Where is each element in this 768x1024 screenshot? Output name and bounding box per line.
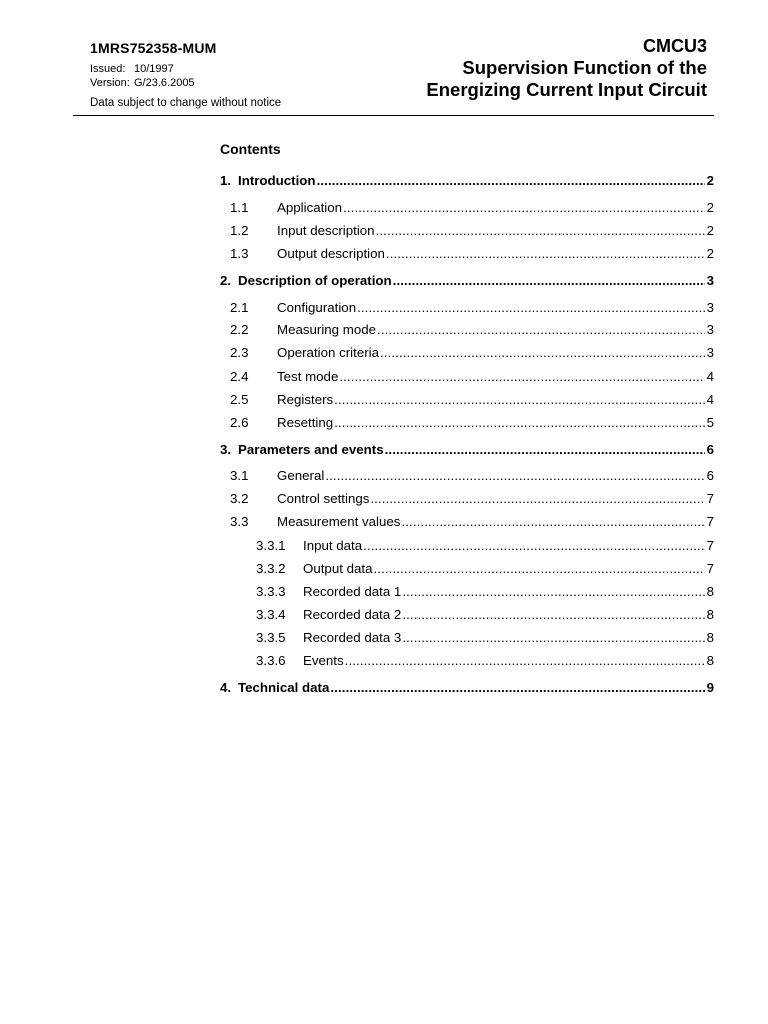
toc-page: 7 bbox=[706, 538, 714, 553]
toc-leader bbox=[376, 223, 705, 239]
toc-number: 2.3 bbox=[230, 345, 249, 360]
issued-line bbox=[90, 63, 174, 75]
toc-title: Recorded data 3 bbox=[303, 630, 402, 645]
toc-number: 3. bbox=[220, 442, 232, 457]
toc-number: 1. bbox=[220, 173, 232, 188]
toc-page: 8 bbox=[706, 653, 714, 668]
toc-leader bbox=[317, 173, 705, 189]
toc-title: Recorded data 2 bbox=[303, 607, 402, 622]
toc-leader bbox=[325, 468, 704, 484]
toc-entry-introduction[interactable] bbox=[220, 173, 714, 189]
toc-number: 2.1 bbox=[230, 300, 249, 315]
issued-value: 10/1997 bbox=[134, 63, 174, 75]
toc-page: 2 bbox=[706, 246, 714, 261]
toc-leader bbox=[393, 273, 705, 289]
toc-page: 3 bbox=[706, 300, 714, 315]
toc-leader bbox=[339, 369, 704, 385]
toc-page: 7 bbox=[706, 514, 714, 529]
toc-title: Application bbox=[277, 200, 343, 215]
toc-entry-input-data[interactable] bbox=[220, 538, 714, 554]
toc-page: 2 bbox=[706, 200, 714, 215]
toc-leader bbox=[330, 680, 704, 696]
toc-entry-configuration[interactable] bbox=[220, 300, 714, 316]
document-title-line-2: Energizing Current Input Circuit bbox=[426, 79, 707, 100]
toc-page: 5 bbox=[706, 415, 714, 430]
toc-number: 2.4 bbox=[230, 369, 249, 384]
toc-number: 3.3.4 bbox=[256, 607, 286, 622]
version-label: Version: bbox=[90, 77, 130, 89]
toc-page: 3 bbox=[706, 345, 714, 360]
toc-leader bbox=[334, 392, 704, 408]
toc-entry-description-of-operation[interactable] bbox=[220, 273, 714, 289]
toc-entry-output-description[interactable] bbox=[220, 246, 714, 262]
toc-entry-resetting[interactable] bbox=[220, 415, 714, 431]
toc-number: 3.3.5 bbox=[256, 630, 286, 645]
toc-number: 2.5 bbox=[230, 392, 249, 407]
toc-number: 3.1 bbox=[230, 468, 249, 483]
toc-number: 2. bbox=[220, 273, 232, 288]
toc-title: General bbox=[277, 468, 325, 483]
toc-number: 3.3.2 bbox=[256, 561, 286, 576]
change-notice: Data subject to change without notice bbox=[90, 97, 282, 109]
toc-page: 9 bbox=[706, 680, 714, 695]
toc-title: Measuring mode bbox=[277, 322, 377, 337]
toc-entry-output-data[interactable] bbox=[220, 561, 714, 577]
version-line bbox=[90, 77, 195, 89]
toc-title: Configuration bbox=[277, 300, 357, 315]
toc-page: 6 bbox=[706, 468, 714, 483]
toc-title: Description of operation bbox=[238, 273, 392, 288]
toc-page: 4 bbox=[706, 369, 714, 384]
header-divider bbox=[73, 115, 714, 116]
toc-entry-events[interactable] bbox=[220, 653, 714, 669]
toc-leader bbox=[402, 630, 704, 646]
toc-leader bbox=[363, 538, 704, 554]
toc-page: 6 bbox=[706, 442, 714, 457]
toc-entry-input-description[interactable] bbox=[220, 223, 714, 239]
toc-leader bbox=[357, 300, 705, 316]
toc-title: Output data bbox=[303, 561, 373, 576]
toc-page: 4 bbox=[706, 392, 714, 407]
toc-title: Operation criteria bbox=[277, 345, 379, 360]
toc-leader bbox=[402, 607, 704, 623]
toc-entry-recorded-data-2[interactable] bbox=[220, 607, 714, 623]
toc-leader bbox=[385, 442, 705, 458]
document-id: 1MRS752358-MUM bbox=[90, 40, 217, 56]
document-title-line-1: Supervision Function of the bbox=[462, 57, 707, 78]
toc-title: Input data bbox=[303, 538, 363, 553]
toc-number: 1.3 bbox=[230, 246, 249, 261]
toc-page: 8 bbox=[706, 607, 714, 622]
toc-title: Resetting bbox=[277, 415, 334, 430]
toc-title: Registers bbox=[277, 392, 334, 407]
toc-entry-control-settings[interactable] bbox=[220, 491, 714, 507]
toc-leader bbox=[402, 584, 704, 600]
toc-entry-operation-criteria[interactable] bbox=[220, 345, 714, 361]
toc-title: Control settings bbox=[277, 491, 370, 506]
toc-entry-general[interactable] bbox=[220, 468, 714, 484]
toc-page: 3 bbox=[706, 273, 714, 288]
toc-number: 3.3.3 bbox=[256, 584, 286, 599]
toc-number: 3.3 bbox=[230, 514, 249, 529]
toc-title: Parameters and events bbox=[238, 442, 384, 457]
toc-leader bbox=[377, 322, 705, 338]
toc-page: 2 bbox=[706, 173, 714, 188]
toc-entry-parameters-and-events[interactable] bbox=[220, 442, 714, 458]
toc-number: 2.6 bbox=[230, 415, 249, 430]
title-block bbox=[426, 35, 707, 101]
toc-leader bbox=[401, 514, 704, 530]
toc-number: 2.2 bbox=[230, 322, 249, 337]
toc-number: 3.3.6 bbox=[256, 653, 286, 668]
product-name: CMCU3 bbox=[642, 36, 707, 56]
toc-number: 3.3.1 bbox=[256, 538, 286, 553]
toc-leader bbox=[386, 246, 705, 262]
toc-title: Input description bbox=[277, 223, 375, 238]
toc-entry-registers[interactable] bbox=[220, 392, 714, 408]
toc-number: 1.2 bbox=[230, 223, 249, 238]
toc-title: Measurement values bbox=[277, 514, 401, 529]
toc-title: Technical data bbox=[238, 680, 330, 695]
toc-leader bbox=[345, 653, 705, 669]
toc-entry-application[interactable] bbox=[220, 200, 714, 216]
toc-entry-recorded-data-3[interactable] bbox=[220, 630, 714, 646]
toc-entry-technical-data[interactable] bbox=[220, 680, 714, 696]
toc-leader bbox=[370, 491, 704, 507]
toc-title: Events bbox=[303, 653, 344, 668]
toc-page: 2 bbox=[706, 223, 714, 238]
toc-title: Output description bbox=[277, 246, 385, 261]
toc-leader bbox=[380, 345, 705, 361]
toc-number: 3.2 bbox=[230, 491, 249, 506]
contents-heading: Contents bbox=[220, 141, 281, 157]
toc-page: 8 bbox=[706, 584, 714, 599]
toc-page: 7 bbox=[706, 561, 714, 576]
toc-entry-test-mode[interactable] bbox=[220, 369, 714, 385]
toc-number: 4. bbox=[220, 680, 232, 695]
toc-page: 7 bbox=[706, 491, 714, 506]
toc-leader bbox=[374, 561, 705, 577]
toc-leader bbox=[343, 200, 705, 216]
toc-title: Recorded data 1 bbox=[303, 584, 402, 599]
toc-page: 3 bbox=[706, 322, 714, 337]
version-value: G/23.6.2005 bbox=[134, 77, 195, 89]
toc-title: Introduction bbox=[238, 173, 316, 188]
toc-entry-measuring-mode[interactable] bbox=[220, 322, 714, 338]
toc-title: Test mode bbox=[277, 369, 339, 384]
issued-label: Issued: bbox=[90, 63, 126, 75]
toc-entry-recorded-data-1[interactable] bbox=[220, 584, 714, 600]
toc-leader bbox=[334, 415, 704, 431]
toc-entry-measurement-values[interactable] bbox=[220, 514, 714, 530]
toc-page: 8 bbox=[706, 630, 714, 645]
toc-number: 1.1 bbox=[230, 200, 249, 215]
